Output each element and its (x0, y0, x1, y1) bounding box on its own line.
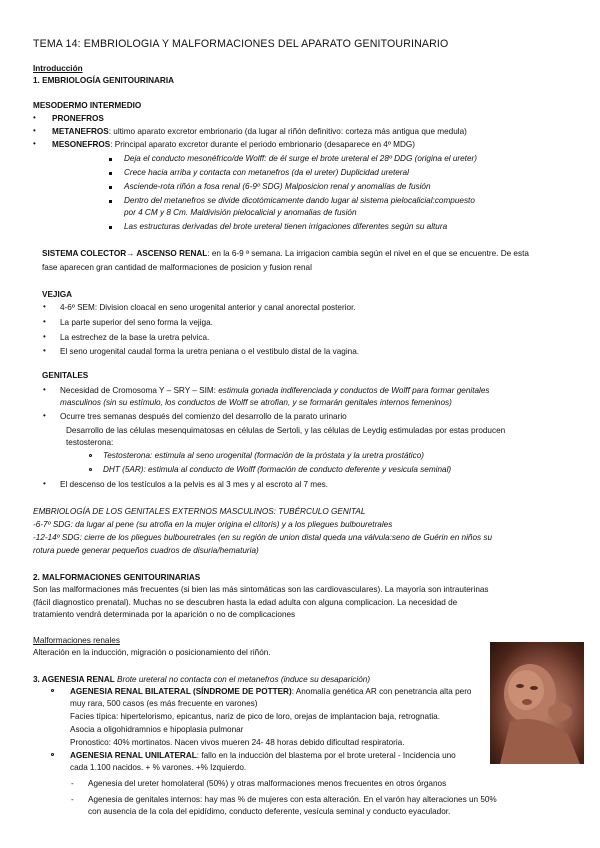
genitales-desc: Desarrollo de las células mesenquimatosas en células de Sertoli, y las células de Leydig estimuladas por estas producen (66, 426, 506, 435)
mesonefros-sub-item: Asciende-rota riñón a fosa renal (6-9º SDG) Malposicion renal y anomalías de fusión (124, 182, 431, 191)
metanefros-item (52, 127, 467, 137)
section1-heading: 1. EMBRIOLOGÍA GENITOURINARIA (33, 76, 175, 85)
mesonefros-item (52, 140, 415, 150)
bilateral-line: Facies típica: hipertelorismo, epicantus, nariz de pico de loro, orejas de implantacion baja, retrognatia. (70, 712, 441, 721)
vejiga-item: La estrechez de la base la uretra pelvica. (60, 333, 210, 342)
colector-text1: : en la 6-9 ª semana. La irrigacion cambia según el nivel en el que se encuentre. De esta (207, 249, 529, 258)
colector-line1 (42, 249, 529, 259)
unilateral-dash-item: Agenesia de genitales internos: hay mas % de mujeres con esta alteración. En el varón hay alteraciones un 50% (88, 795, 497, 804)
circle-bullet-icon (89, 468, 92, 471)
square-bullet-icon (109, 200, 112, 203)
metanefros-text: : ultimo aparato excretor embrionario (da lugar al riñón definitivo: corteza más antigua que medula) (108, 127, 467, 136)
section2-heading: 2. MALFORMACIONES GENITOURINARIAS (33, 573, 201, 582)
dash-bullet-icon: - (71, 795, 74, 804)
circle-bullet-icon (51, 689, 54, 692)
newborn-image (490, 642, 584, 764)
genitales-item1-italic: estimula gonada indiferenciada y conductos de Wolff para formar genitales (218, 386, 490, 395)
mesonefros-sub-item: Dentro del metanefros se divide dicotómicamente dando lugar al sistema pielocalicial:compuesto (124, 196, 475, 205)
mesonefros-sub-item: Las estructuras derivadas del brote ureteral tienen irrigaciones diferentes según su altura (124, 222, 448, 231)
square-bullet-icon (109, 186, 112, 189)
vejiga-item: 4-6º SEM: Division cloacal en seno urogenital anterior y canal anorectal posterior. (60, 303, 356, 312)
bullet-icon: • (43, 479, 46, 488)
agenesia-label: 3. AGENESIA RENAL (33, 675, 115, 684)
square-bullet-icon (109, 158, 112, 161)
genitales-item3: El descenso de los testículos a la pelvis es al 3 mes y al escroto al 7 mes. (60, 480, 329, 489)
renales-heading: Malformaciones renales (33, 636, 120, 645)
square-bullet-icon (109, 172, 112, 175)
ascenso-label: ASCENSO RENAL (134, 249, 208, 258)
externos-line: rotura puede generar pequeños cuadros de disuria/hematuria) (33, 546, 259, 555)
malform-line: tratamiento vendrá determinada por la aparición o no de complicaciones (33, 610, 296, 619)
mesonefros-label: MESONEFROS (52, 140, 111, 149)
bilateral-label: AGENESIA RENAL BILATERAL (SÍNDROME DE POTTER) (70, 687, 292, 696)
mesonefros-sub-item: Crece hacia arriba y contacta con metanefros (da el ureter) Duplicidad ureteral (124, 168, 409, 177)
bullet-icon: • (43, 385, 46, 394)
unilateral-dash-item-cont: con ausencia de la cola del epidídimo, conducto deferente, vesícula seminal y conducto eyaculador. (88, 807, 451, 816)
mesonefros-sub-item-cont: por 4 CM y 8 Cm. Maldivisión pielocalicial y anomalias de fusión (124, 208, 357, 217)
bullet-icon: • (33, 139, 36, 148)
potter-syndrome-photo (490, 642, 584, 764)
unilateral-dash-item: Agenesia del ureter homolateral (50%) y otras malformaciones menos frecuentes en otros órganos (88, 779, 447, 788)
vejiga-item: La parte superior del seno forma la vejiga. (60, 318, 213, 327)
colector-label: SISTEMA COLECTOR (42, 249, 127, 258)
bullet-icon: • (33, 113, 36, 122)
bullet-icon: • (43, 332, 46, 341)
bullet-icon: • (43, 346, 46, 355)
genitales-desc-cont: testosterona: (66, 438, 114, 447)
malform-line: Son las malformaciones más frecuentes (si bien las más sintomáticas son las cardiovasculares). La mayoría son intrauterinas (33, 585, 489, 594)
genitales-item1-cont: masculinos (sin su estímulo, los conductos de Wolff se atrofian, y se formarán genitales internos femeninos) (60, 398, 452, 407)
bullet-icon: • (43, 302, 46, 311)
unilateral-line: cada 1.100 nacidos. + % varones. +% Izquierdo. (70, 763, 247, 772)
genitales-item1-lead: Necesidad de Cromosoma Y – SRY – SIM: (60, 386, 219, 395)
bullet-icon: • (33, 126, 36, 135)
bullet-icon: • (43, 411, 46, 420)
mesonefros-sub-item: Deja el conducto mesonéfrico/de Wolff: de él surge el brote ureteral el 28º DDG (origina el ureter) (124, 154, 477, 163)
genitales-sub-item: Testosterona: estimula al seno urogenital (formación de la próstata y la uretra prostático) (103, 451, 424, 460)
bilateral-line1 (70, 687, 471, 697)
bullet-icon: • (43, 317, 46, 326)
bilateral-line: muy rara, 500 casos (es más frecuente en varones) (70, 699, 258, 708)
bilateral-text: : Anomalía genética AR con penetrancia alta pero (291, 687, 472, 696)
unilateral-label: AGENESIA RENAL UNILATERAL (70, 751, 197, 760)
unilateral-text: : fallo en la inducción del blastema por el brote ureteral - Incidencia uno (196, 751, 456, 760)
arrow-icon: → (126, 249, 135, 258)
externos-heading: EMBRIOLOGÍA DE LOS GENITALES EXTERNOS MASCULINOS: TUBÉRCULO GENITAL (33, 507, 366, 516)
genitales-sub-item: DHT (5AR): estimula al conducto de Wolff (formación de conducto deferente y vesicula seminal) (103, 465, 452, 474)
unilateral-line1 (70, 751, 456, 761)
square-bullet-icon (109, 226, 112, 229)
bilateral-line: Asocia a oligohidramnios e hipoplasia pulmonar (70, 725, 244, 734)
renales-text: Alteración en la inducción, migración o posicionamiento del riñón. (33, 648, 271, 657)
bilateral-line: Pronostico: 40% mortinatos. Nacen vivos mueren 24- 48 horas debido dificultad respiratoria. (70, 738, 405, 747)
vejiga-heading: VEJIGA (42, 290, 73, 299)
pronefros-label: PRONEFROS (52, 114, 104, 123)
vejiga-item: El seno urogenital caudal forma la uretra peniana o el vestibulo distal de la vagina. (60, 347, 360, 356)
externos-line: -6-7º SDG: da lugar al pene (su atrofia en la mujer origina el clítoris) y a los pliegues bulbouretrales (33, 520, 393, 529)
genitales-item1 (60, 386, 490, 396)
agenesia-desc: Brote ureteral no contacta con el metanefros (induce su desaparición) (114, 675, 371, 684)
genitales-item2: Ocurre tres semanas después del comienzo del desarrollo de la parato urinario (60, 412, 347, 421)
genitales-heading: GENITALES (42, 371, 89, 380)
circle-bullet-icon (51, 753, 54, 756)
mesonefros-text: : Principal aparato excretor durante el periodo embrionario (desaparece en 4º MDG) (110, 140, 415, 149)
malform-line: (fácil diagnostico prenatal). Muchas no se descubren hasta la edad adulta con alguna complicacion. La necesidad de (33, 598, 458, 607)
document-title: TEMA 14: EMBRIOLOGIA Y MALFORMACIONES DEL APARATO GENITOURINARIO (33, 38, 449, 50)
dash-bullet-icon: - (71, 779, 74, 788)
mesodermo-heading: MESODERMO INTERMEDIO (33, 101, 142, 110)
circle-bullet-icon (89, 454, 92, 457)
agenesia-heading (33, 675, 370, 685)
colector-line2: fase aparecen gran cantidad de malformaciones de posicion y fusion renal (42, 263, 312, 272)
externos-line: -12-14º SDG: cierre de los pliegues bulbouretrales (en su región de union distal queda una válvula:seno de Guérin en niños su (33, 533, 493, 542)
intro-heading: Introducción (33, 64, 83, 73)
metanefros-label: METANEFROS (52, 127, 109, 136)
